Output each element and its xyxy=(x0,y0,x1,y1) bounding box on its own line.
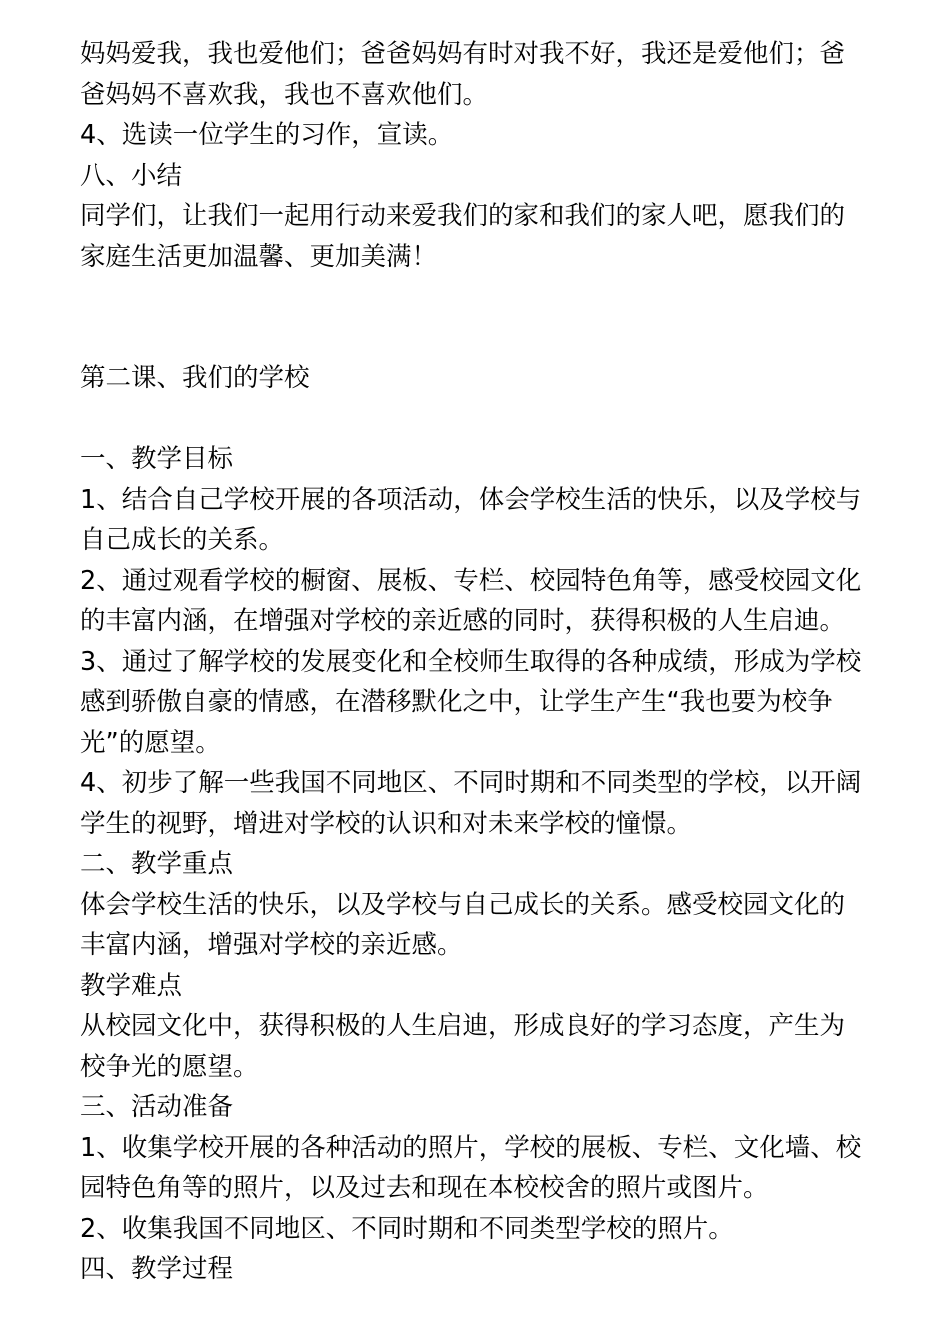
section-heading: 三、活动准备 xyxy=(80,1092,234,1122)
paragraph: 妈妈爱我，我也爱他们；爸爸妈妈有时对我不好，我还是爱他们；爸爸妈妈不喜欢我，我也不喜欢他们。 xyxy=(80,39,846,110)
list-item: 1、结合自己学校开展的各项活动，体会学校生活的快乐，以及学校与自己成长的关系。 xyxy=(80,484,862,555)
section-heading: 八、小结 xyxy=(80,160,183,191)
section-heading: 四、教学过程 xyxy=(80,1254,234,1284)
document-page xyxy=(80,34,870,1290)
paragraph: 4、选读一位学生的习作，宣读。 xyxy=(80,120,454,150)
section-heading: 教学难点 xyxy=(80,970,183,1001)
section-heading: 二、教学重点 xyxy=(80,849,234,879)
spacer xyxy=(80,277,870,358)
list-item: 4、初步了解一些我国不同地区、不同时期和不同类型的学校，以开阔学生的视野，增进对学校的认识和对未来学校的憧憬。 xyxy=(80,768,862,839)
list-item: 2、通过观看学校的橱窗、展板、专栏、校园特色角等，感受校园文化的丰富内涵，在增强对学校的亲近感的同时，获得积极的人生启迪。 xyxy=(80,565,862,636)
paragraph: 同学们，让我们一起用行动来爱我们的家和我们的家人吧，愿我们的家庭生活更加温馨、更加美满！ xyxy=(80,201,846,272)
spacer xyxy=(80,399,870,440)
list-item: 3、通过了解学校的发展变化和全校师生取得的各种成绩，形成为学校感到骄傲自豪的情感，在潜移默化之中，让学生产生“我也要为校争光”的愿望。 xyxy=(80,646,862,758)
paragraph: 从校园文化中，获得积极的人生启迪，形成良好的学习态度，产生为校争光的愿望。 xyxy=(80,1011,846,1082)
list-item: 2、收集我国不同地区、不同时期和不同类型学校的照片。 xyxy=(80,1213,734,1244)
section-heading: 一、教学目标 xyxy=(80,444,234,474)
lesson-title: 第二课、我们的学校 xyxy=(80,363,310,393)
paragraph: 体会学校生活的快乐，以及学校与自己成长的关系。感受校园文化的丰富内涵，增强对学校的亲近感。 xyxy=(80,889,846,960)
list-item: 1、收集学校开展的各种活动的照片，学校的展板、专栏、文化墙、校园特色角等的照片，以及过去和现在本校校舍的照片或图片。 xyxy=(80,1132,862,1203)
